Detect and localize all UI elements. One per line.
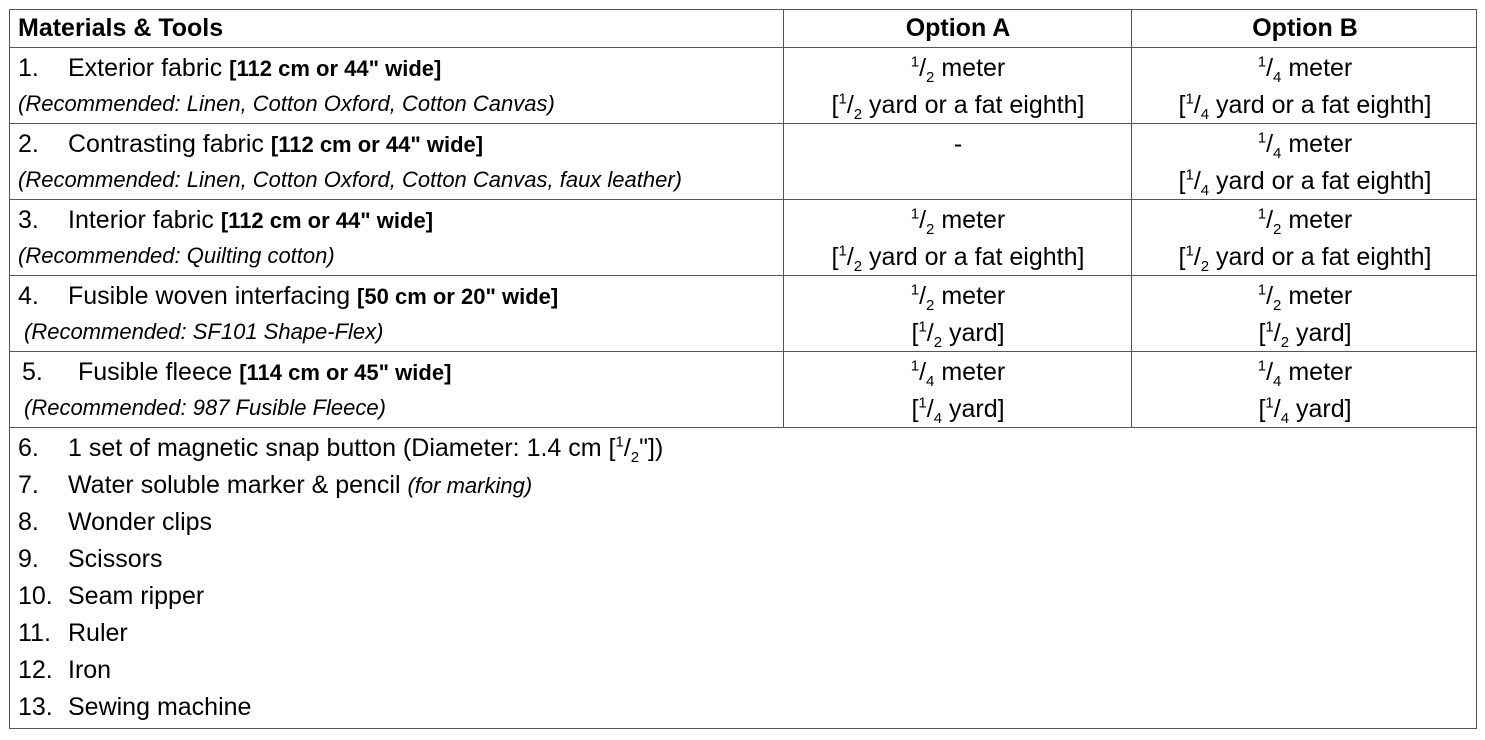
material-width: [112 cm or 44" wide] — [220, 208, 434, 233]
material-row — [18, 282, 558, 311]
material-recommendation: (Recommended: 987 Fusible Fleece) — [24, 395, 386, 420]
option-b-qty: $^1/_4$ meter — [1257, 129, 1353, 162]
option-b-qty-alt: [$^1/_4$ yard or a fat eighth] — [1178, 166, 1432, 199]
row-number: 6. — [18, 434, 39, 462]
material-width: [112 cm or 44" wide] — [229, 56, 442, 81]
material-row — [18, 206, 433, 235]
material-name: Fusible fleece — [78, 358, 233, 386]
row-number: 1. — [18, 54, 39, 82]
tool-item: 11. Ruler — [18, 619, 128, 647]
option-a-qty-alt: [$^1/_2$ yard] — [911, 318, 1005, 351]
row-number: 10. — [18, 582, 53, 610]
header-option-a: Option A — [905, 14, 1011, 42]
tool-item: 9. Scissors — [18, 545, 163, 573]
option-a-qty: $^1/_2$ meter — [910, 281, 1006, 314]
material-width: [50 cm or 20" wide] — [357, 284, 559, 309]
tool-item: 6. 1 set of magnetic snap button (Diameter: 1.4 cm $[^1/_2"]$) — [18, 433, 664, 466]
row-number: 2. — [18, 130, 39, 158]
option-b-qty-alt: [$^1/_4$ yard or a fat eighth] — [1178, 90, 1432, 123]
option-b-qty: $^1/_2$ meter — [1257, 281, 1353, 314]
materials-table — [9, 9, 1477, 729]
tool-item: 12. Iron — [18, 656, 112, 684]
option-a-qty-alt: [$^1/_4$ yard] — [911, 394, 1005, 427]
material-row — [22, 358, 451, 387]
tool-item: 8. Wonder clips — [18, 508, 213, 536]
row-divider — [10, 199, 1476, 200]
option-a-qty: $^1/_2$ meter — [910, 53, 1006, 86]
material-recommendation: (Recommended: Quilting cotton) — [18, 243, 335, 268]
tool-item: 10. Seam ripper — [18, 582, 205, 610]
material-width: [112 cm or 44" wide] — [270, 132, 484, 157]
option-b-qty: $^1/_4$ meter — [1257, 53, 1353, 86]
option-b-qty-alt: [$^1/_4$ yard] — [1258, 394, 1352, 427]
material-name: Interior fabric — [68, 206, 214, 234]
option-a-qty: - — [953, 130, 963, 158]
row-divider — [10, 123, 1476, 124]
tool-item: 7. Water soluble marker & pencil (for marking) — [18, 471, 533, 499]
row-divider — [10, 275, 1476, 276]
material-name: Fusible woven interfacing — [68, 282, 351, 310]
option-b-qty: $^1/_4$ meter — [1257, 357, 1353, 390]
material-width: [114 cm or 45" wide] — [239, 360, 452, 385]
row-number: 7. — [18, 471, 39, 499]
material-name: Contrasting fabric — [68, 130, 264, 158]
material-row — [18, 130, 483, 159]
option-a-qty: $^1/_4$ meter — [910, 357, 1006, 390]
option-a-qty-alt: [$^1/_2$ yard or a fat eighth] — [831, 242, 1085, 275]
row-number: 13. — [18, 693, 53, 721]
row-divider — [10, 47, 1476, 48]
row-number: 12. — [18, 656, 53, 684]
option-b-qty-alt: [$^1/_2$ yard] — [1258, 318, 1352, 351]
row-number: 4. — [18, 282, 39, 310]
row-divider — [10, 427, 1476, 428]
option-b-qty-alt: [$^1/_2$ yard or a fat eighth] — [1178, 242, 1432, 275]
material-row — [18, 54, 441, 83]
option-b-qty: $^1/_2$ meter — [1257, 205, 1353, 238]
row-number: 8. — [18, 508, 39, 536]
tool-item: 13. Sewing machine — [18, 693, 252, 721]
material-name: Exterior fabric — [68, 54, 223, 82]
row-number: 9. — [18, 545, 39, 573]
material-recommendation: (Recommended: Linen, Cotton Oxford, Cotton Canvas) — [18, 91, 555, 116]
row-divider — [10, 351, 1476, 352]
option-a-qty: $^1/_2$ meter — [910, 205, 1006, 238]
row-number: 11. — [18, 619, 51, 647]
option-a-qty-alt: [$^1/_2$ yard or a fat eighth] — [831, 90, 1085, 123]
material-recommendation: (Recommended: Linen, Cotton Oxford, Cotton Canvas, faux leather) — [18, 167, 683, 192]
row-number: 3. — [18, 206, 39, 234]
header-materials: Materials & Tools — [18, 14, 224, 42]
header-option-b: Option B — [1252, 14, 1358, 42]
row-number: 5. — [22, 358, 43, 386]
material-recommendation: (Recommended: SF101 Shape-Flex) — [24, 319, 384, 344]
